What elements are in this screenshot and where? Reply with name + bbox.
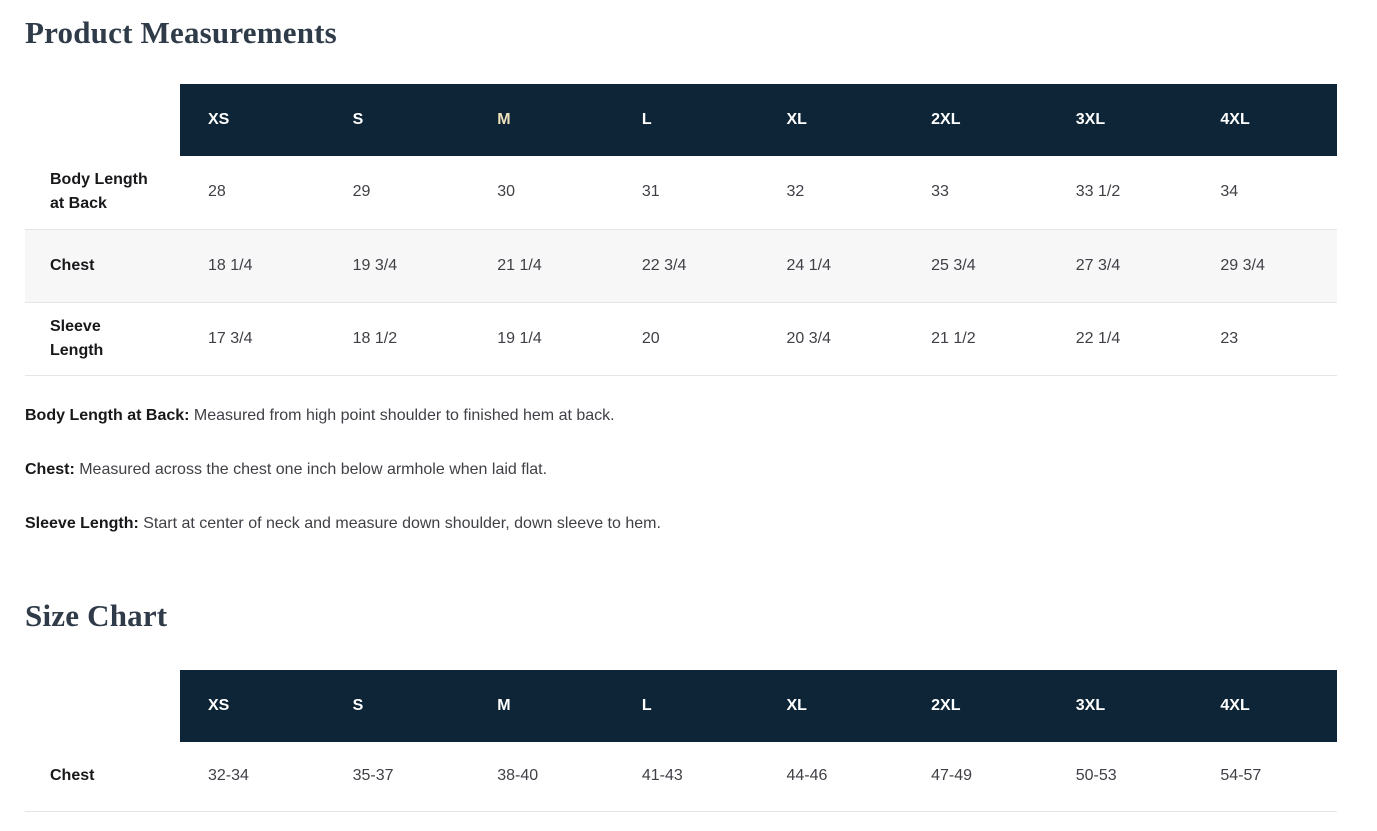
cell-value: 28: [208, 183, 226, 201]
cell-value: 27 3/4: [1075, 256, 1121, 274]
cell-value: 24 1/4: [786, 256, 831, 274]
cell-value: 29 3/4: [1220, 256, 1265, 274]
cell-value: 20: [641, 329, 660, 347]
product-measurements-title: Product Measurements: [25, 15, 337, 50]
cell-value: 29: [352, 183, 371, 201]
cell-value: 30: [497, 183, 516, 201]
corner-cell: [25, 670, 180, 742]
cell-value: 18 1/2: [352, 329, 398, 347]
cell-value: 19 1/4: [497, 329, 542, 347]
cell-value: 54-57: [1220, 767, 1262, 785]
page-content: [25, 0, 1337, 812]
size-header-row: [25, 670, 1337, 742]
table-row-body-length: [25, 156, 1337, 229]
cell-value: 41-43: [641, 767, 683, 785]
cell-value: 21 1/2: [931, 329, 976, 347]
cell-value: 33 1/2: [1075, 183, 1121, 201]
size-header-m: M: [469, 670, 614, 742]
size-header-2xl: 2XL: [903, 84, 1048, 156]
size-header-2xl: 2XL: [903, 670, 1048, 742]
size-header-xs: XS: [180, 670, 325, 742]
cell-value: 19 3/4: [352, 256, 398, 274]
definition-term: Chest:: [25, 460, 75, 478]
cell-value: 50-53: [1075, 767, 1117, 785]
cell-value: 32: [786, 183, 805, 201]
size-header-xl: XL: [759, 84, 904, 156]
row-label-chest: Chest: [50, 767, 95, 785]
cell-value: 35-37: [352, 767, 394, 785]
cell-value: 31: [641, 183, 660, 201]
size-header-row: [25, 84, 1337, 156]
corner-cell: [25, 84, 180, 156]
size-header-l: L: [614, 670, 759, 742]
cell-value: 17 3/4: [208, 329, 253, 347]
size-header-m-highlighted: M: [469, 84, 614, 156]
size-header-s: S: [325, 84, 470, 156]
row-label-body-length: Body Length at Back: [50, 171, 148, 213]
definition-sleeve-length: [25, 513, 1337, 535]
size-header-3xl: 3XL: [1048, 84, 1193, 156]
product-measurements-table: [25, 84, 1337, 376]
definition-text: Measured across the chest one inch below armhole when laid flat.: [74, 460, 548, 478]
definition-term: Sleeve Length:: [25, 514, 139, 532]
size-header-4xl: 4XL: [1192, 84, 1337, 156]
cell-value: 22 3/4: [641, 256, 687, 274]
row-label-sleeve-length: Sleeve Length: [50, 317, 104, 359]
size-header-s: S: [325, 670, 470, 742]
definition-text: Start at center of neck and measure down shoulder, down sleeve to hem.: [138, 514, 661, 532]
size-header-4xl: 4XL: [1192, 670, 1337, 742]
size-header-xl: XL: [759, 670, 904, 742]
size-chart-title: Size Chart: [25, 597, 168, 633]
cell-value: 34: [1220, 183, 1239, 201]
cell-value: 21 1/4: [497, 256, 542, 274]
cell-value: 38-40: [497, 767, 539, 785]
cell-value: 33: [931, 183, 949, 201]
table-row-sleeve-length: [25, 302, 1337, 375]
definition-body-length: [25, 405, 1337, 427]
definition-term: Body Length at Back:: [25, 406, 190, 424]
size-header-xs: XS: [180, 84, 325, 156]
table-row-chest: [25, 229, 1337, 302]
cell-value: 32-34: [208, 767, 249, 785]
size-header-l: L: [614, 84, 759, 156]
cell-value: 25 3/4: [931, 256, 976, 274]
measurement-definitions: [25, 405, 1337, 535]
cell-value: 47-49: [931, 767, 973, 785]
cell-value: 22 1/4: [1075, 329, 1121, 347]
definition-text: Measured from high point shoulder to finished hem at back.: [189, 406, 615, 424]
definition-chest: [25, 459, 1337, 481]
table-row-chest-range: [25, 742, 1337, 812]
row-label-chest: Chest: [50, 256, 95, 274]
size-header-3xl: 3XL: [1048, 670, 1193, 742]
cell-value: 18 1/4: [208, 256, 253, 274]
cell-value: 44-46: [786, 767, 828, 785]
cell-value: 23: [1220, 329, 1239, 347]
size-chart-table: [25, 670, 1337, 813]
cell-value: 20 3/4: [786, 329, 831, 347]
